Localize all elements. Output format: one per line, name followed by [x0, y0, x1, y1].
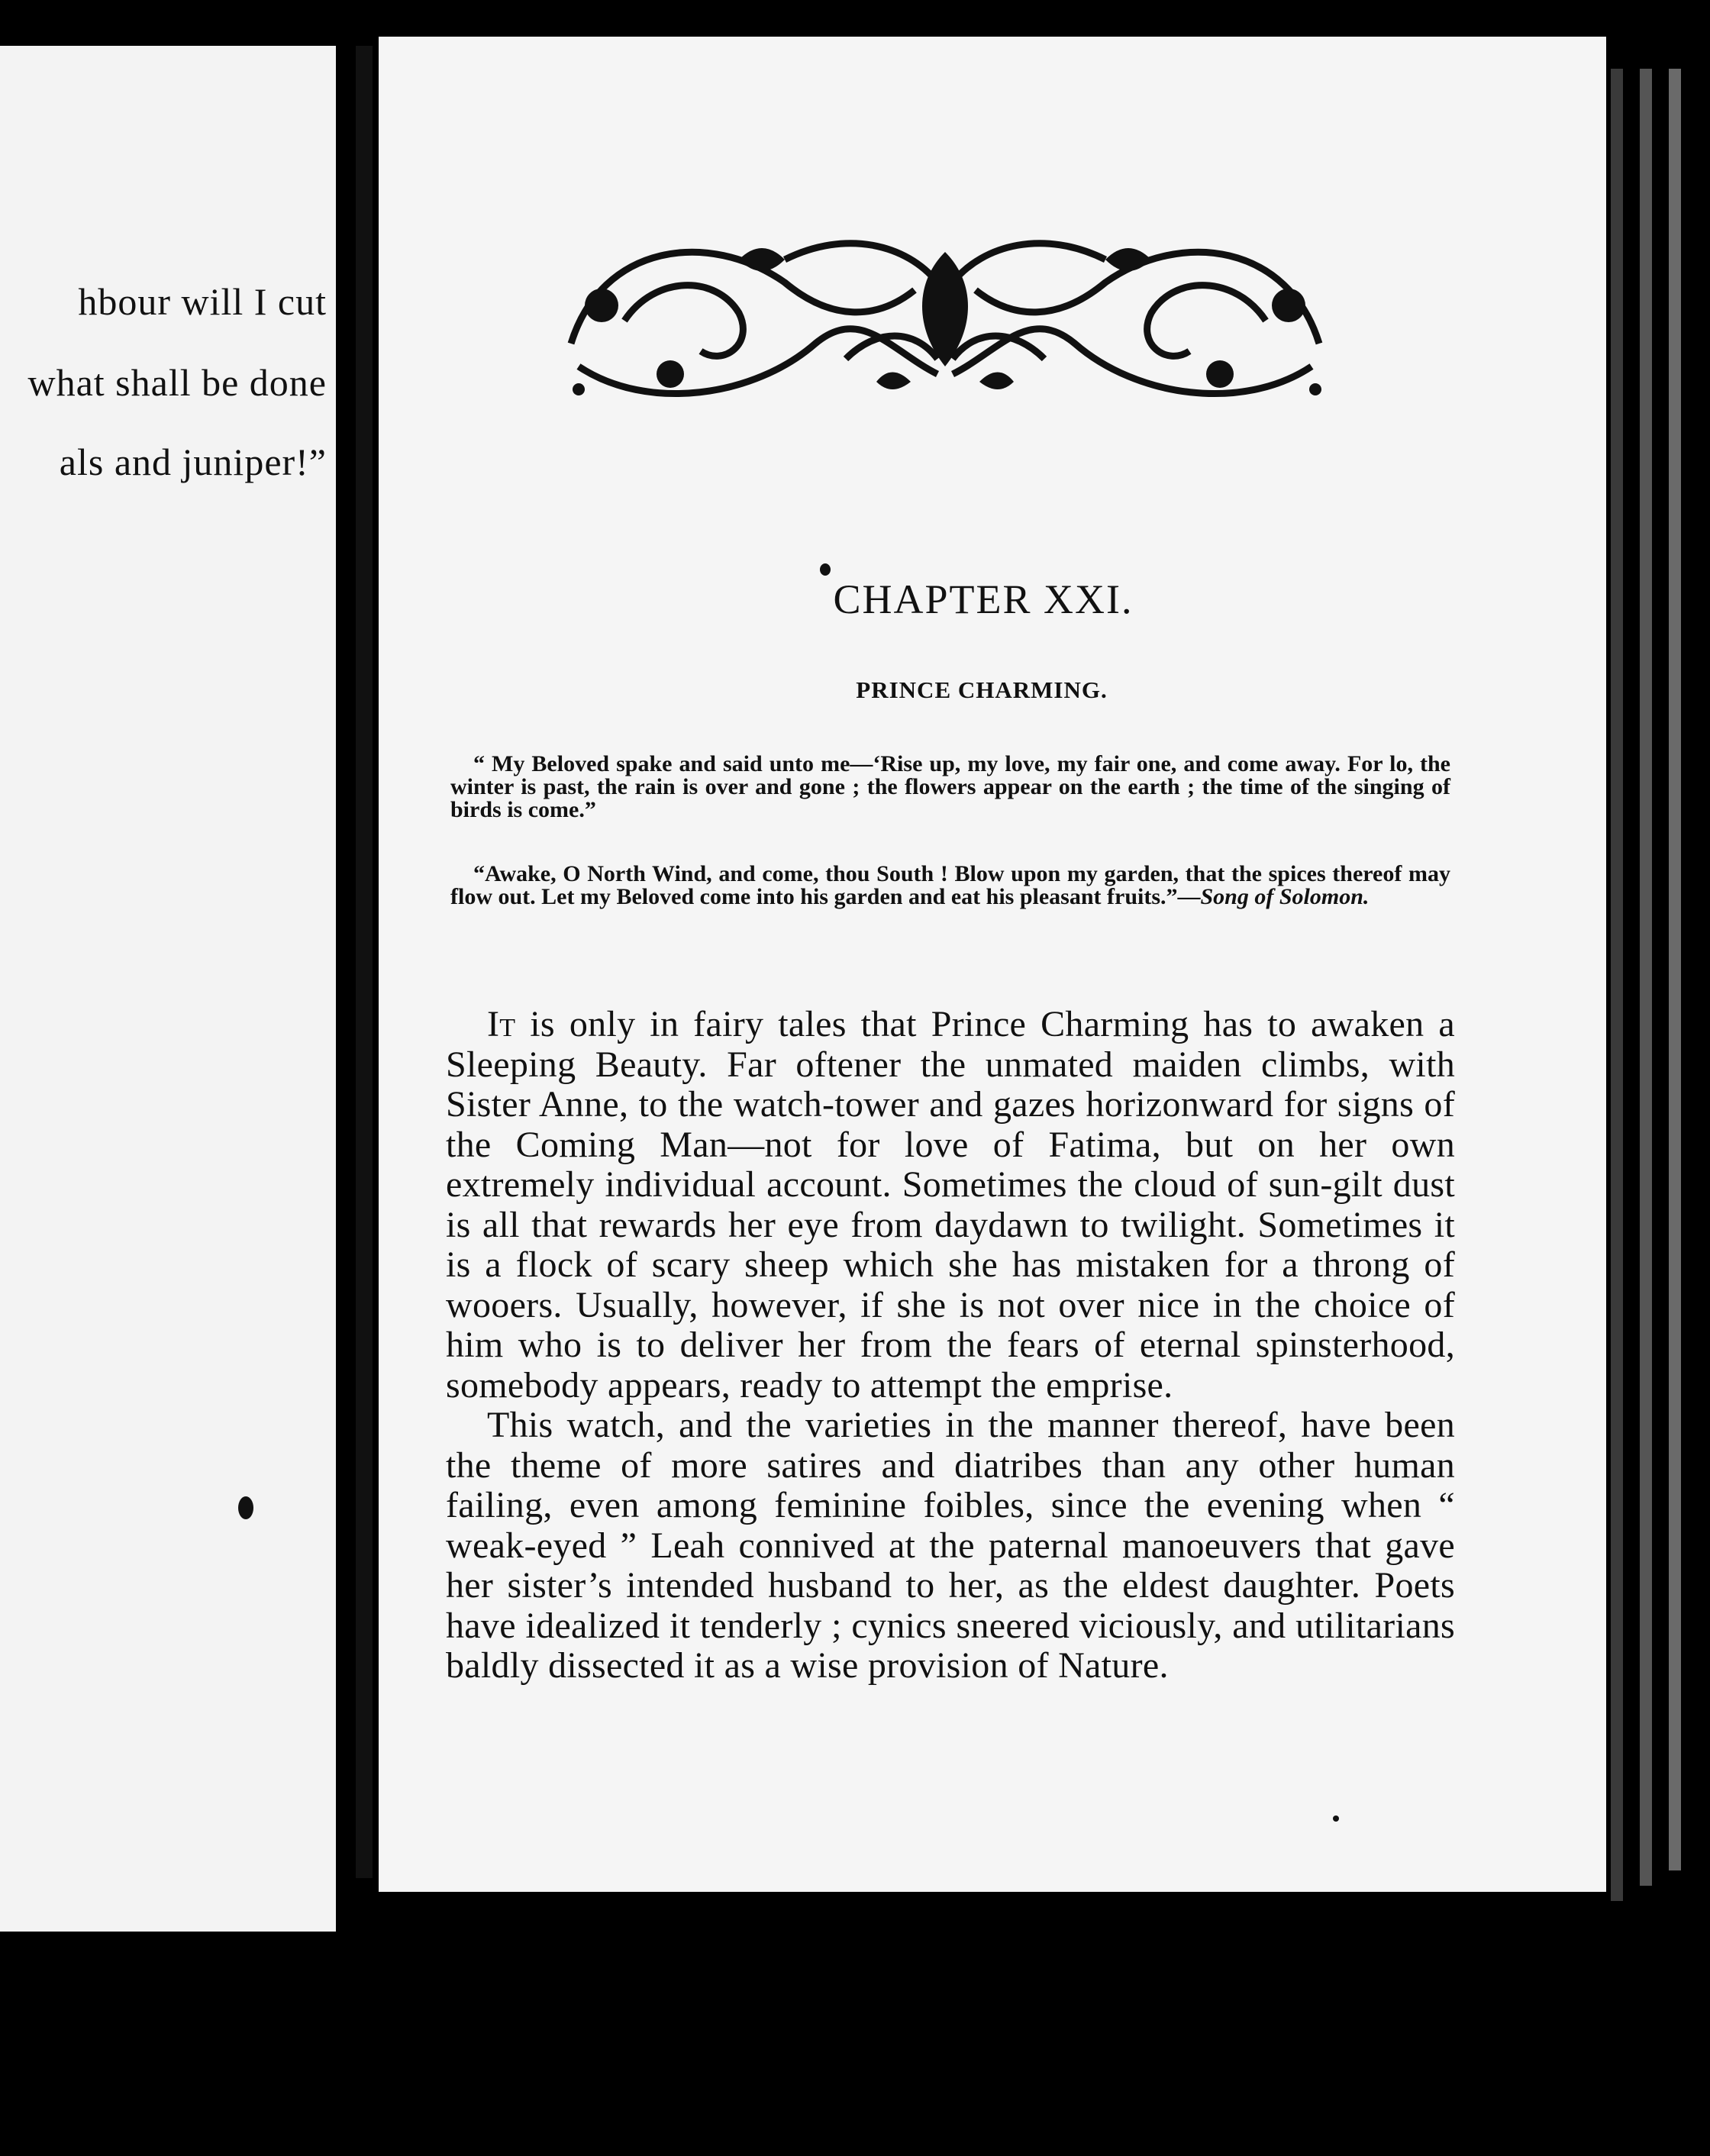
- left-page-line: als and juniper!”: [59, 441, 327, 483]
- epigraph-text: “Awake, O North Wind, and come, thou South ! Blow upon my garden, that the spices thereof may flow out. Let my Beloved come into his garden and eat his pleasant fruits.”—: [450, 861, 1450, 909]
- chapter-body: [446, 1005, 1455, 1686]
- right-page: [379, 37, 1606, 1892]
- drop-word: It: [487, 1004, 516, 1044]
- epigraph: [450, 753, 1450, 821]
- paragraph: This watch, and the varieties in the manner thereof, have been the theme of more satires and diatribes than any other human failing, even among feminine foibles, since the evening when “ weak-eyed ” Leah connived at the paternal manoeuvers that gave her sister’s intended husband to her, as the eldest daughter. Poets have idealized it tenderly ; cynics sneered viciously, and utilitarians baldly dissected it as a wise provision of Nature.: [446, 1405, 1455, 1686]
- chapter-title: CHAPTER XXI.: [833, 576, 1134, 622]
- chapter-subtitle: PRINCE CHARMING.: [856, 676, 1108, 703]
- page-edge: [1640, 69, 1652, 1886]
- paragraph: [446, 1005, 1455, 1406]
- epigraph-text: “ My Beloved spake and said unto me—‘Rise up, my love, my fair one, and come away. For lo, the winter is past, the rain is over and gone ; the flowers appear on the earth ; the time of the singing of birds is come.”: [450, 751, 1450, 822]
- ornamental-headpiece: [556, 214, 1334, 412]
- left-page-line: what shall be done: [27, 361, 327, 404]
- ink-speck: [820, 563, 831, 576]
- gutter-shadow: [356, 46, 373, 1878]
- epigraph: [450, 863, 1450, 909]
- ink-speck: [1333, 1815, 1339, 1822]
- left-page-line: hbour will I cut: [78, 280, 327, 323]
- page-edge: [1669, 69, 1681, 1870]
- paragraph-text: is only in fairy tales that Prince Charming has to awaken a Sleeping Beauty. Far oftener the unmated maiden climbs, with Sister Anne, to the watch-tower and gazes horizonward for signs of the Coming Man—not for love of Fatima, but on her own extremely individual account. Sometimes the cloud of sun-gilt dust is all that rewards her eye from daydawn to twilight. Sometimes it is a flock of scary sheep which she has mistaken for a throng of wooers. Usually, however, if she is not over nice in the choice of him who is to deliver her from the fears of eternal spinsterhood, somebody appears, ready to attempt the emprise.: [446, 1004, 1455, 1406]
- ink-speck: [238, 1496, 253, 1519]
- left-page: [0, 46, 336, 1932]
- page-edge: [1611, 69, 1623, 1901]
- epigraph-citation: Song of Solomon.: [1200, 884, 1370, 909]
